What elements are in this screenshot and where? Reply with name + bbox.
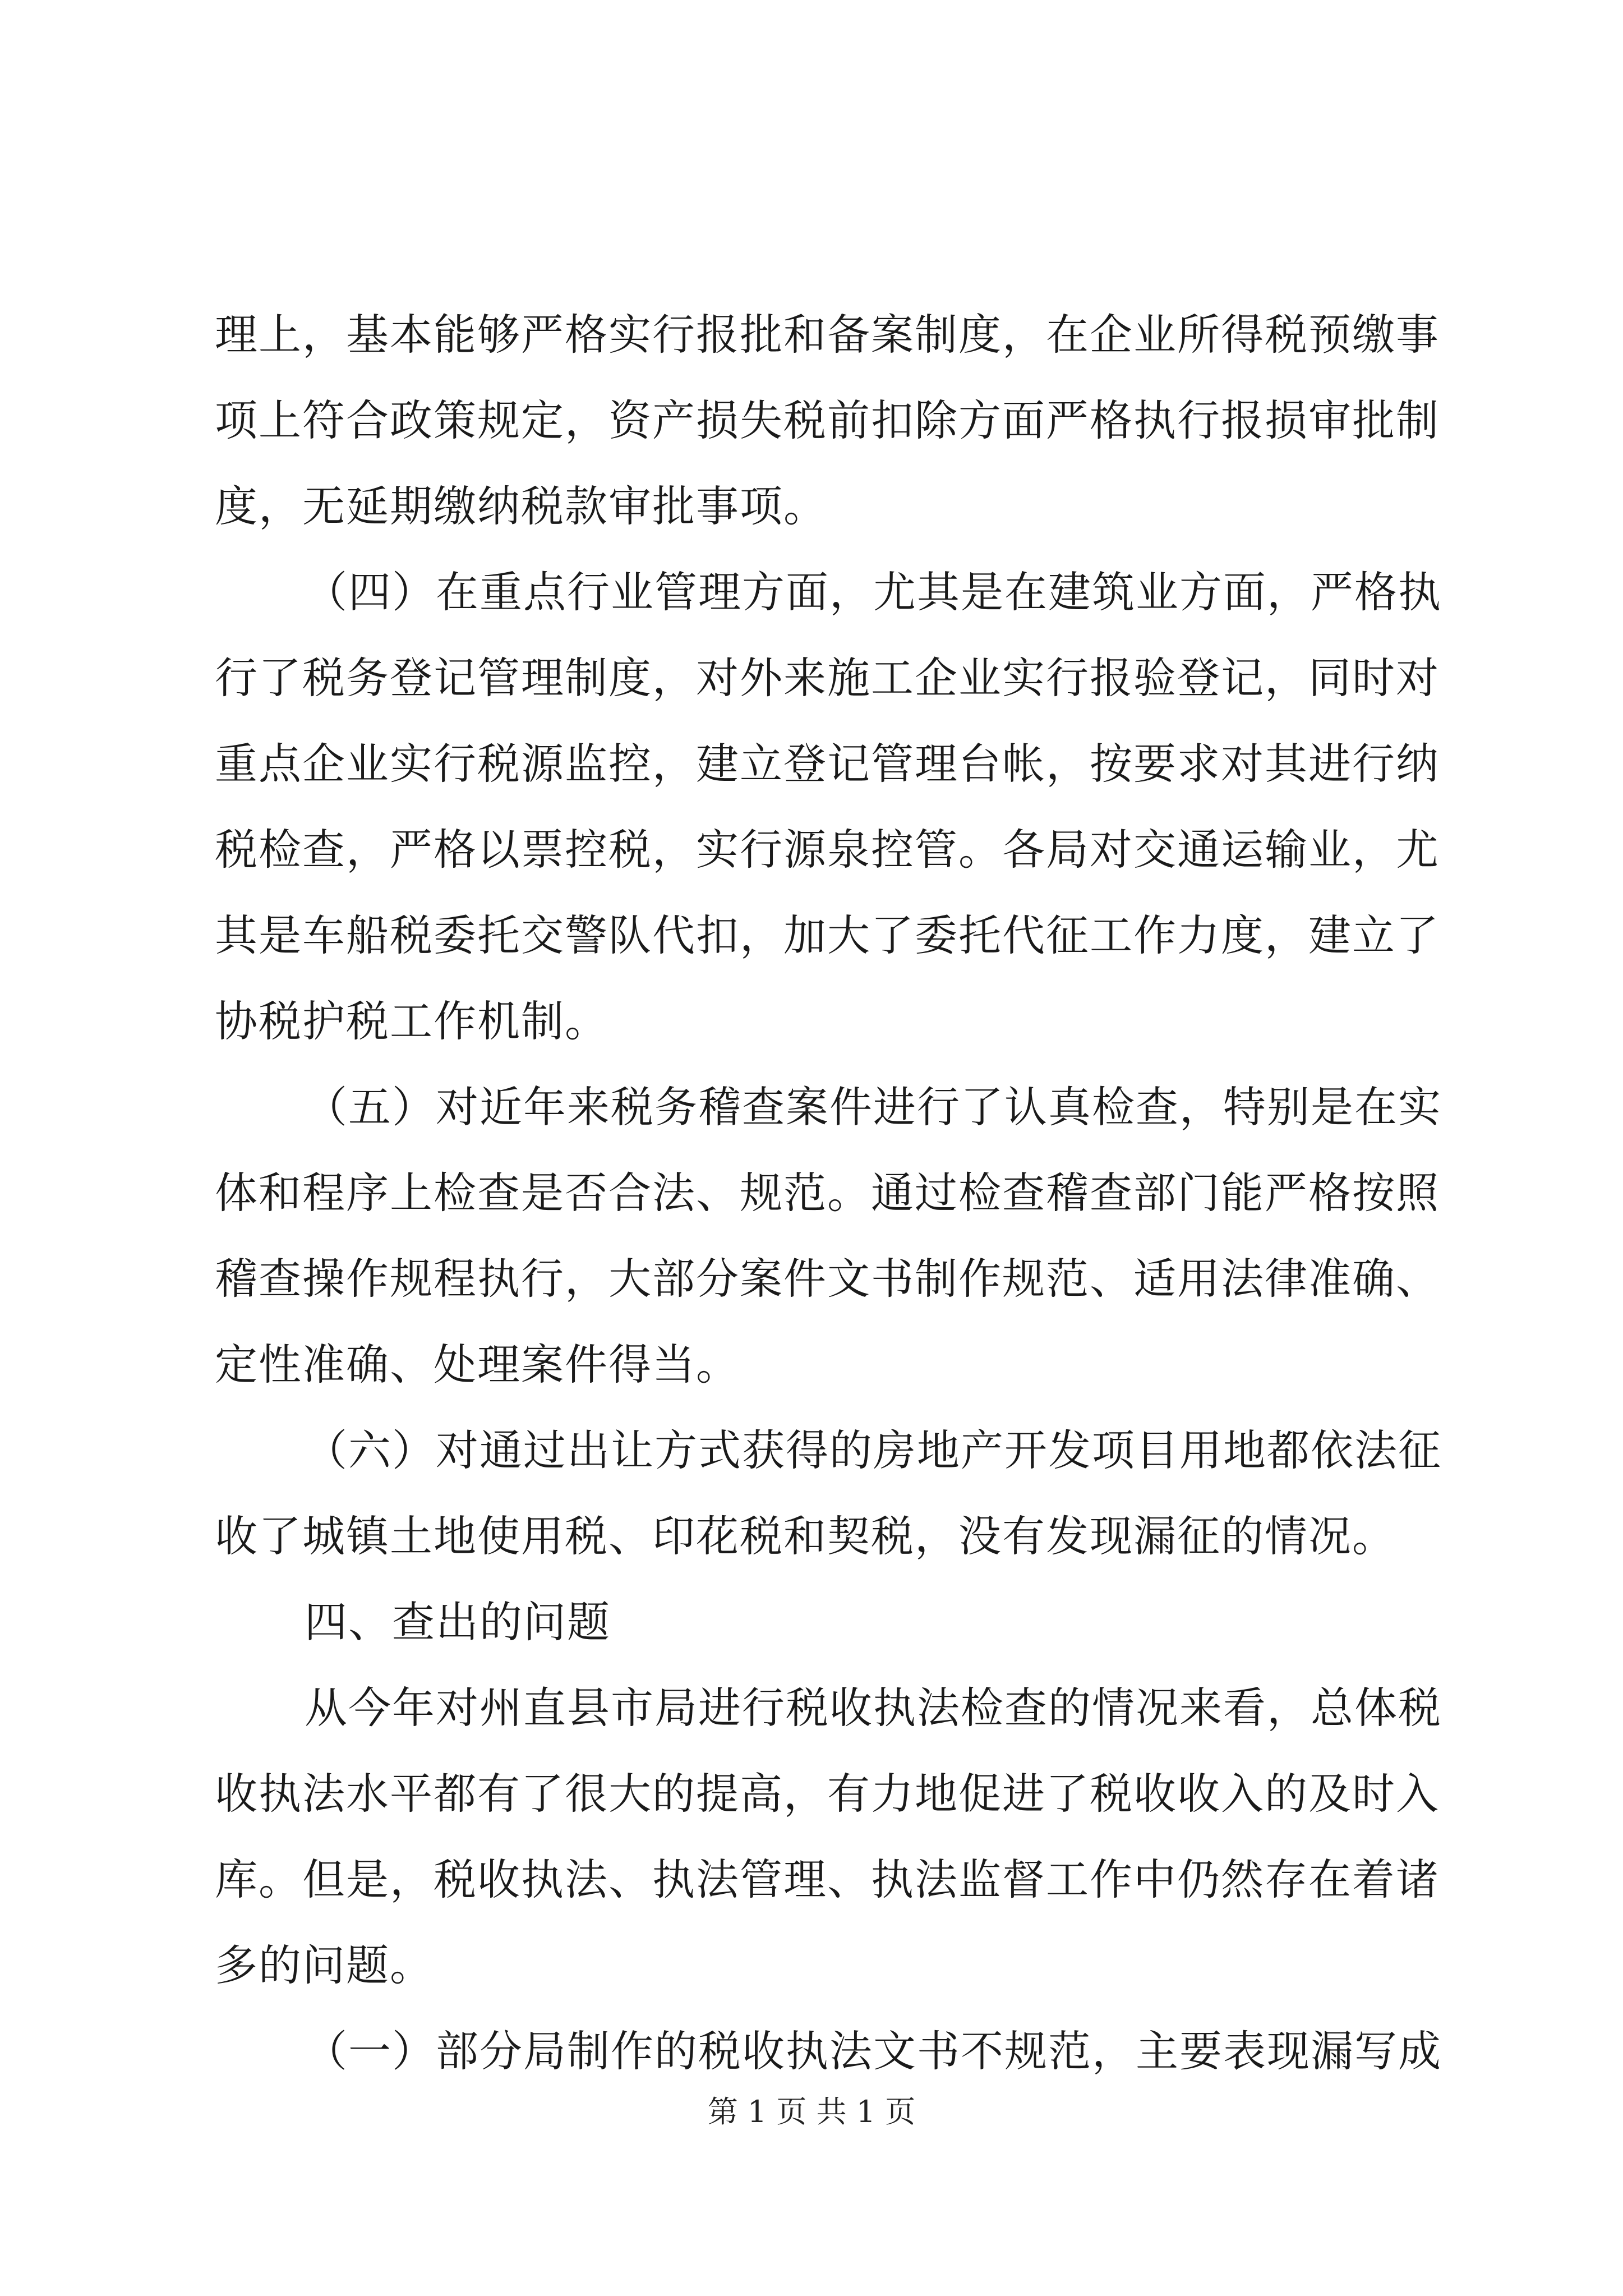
text-line: 协税护税工作机制。 [215,996,608,1046]
text-line: 定性准确、处理案件得当。 [215,1340,740,1389]
text-line: 项上符合政策规定，资产损失税前扣除方面严格执行报损审批制 [215,395,1440,445]
text-line: （五）对近年来税务稽查案件进行了认真检查，特别是在实 [305,1082,1442,1132]
text-line: 多的问题。 [215,1940,434,1990]
text-line: 体和程序上检查是否合法、规范。通过检查稽查部门能严格按照 [215,1168,1440,1218]
text-line: 其是车船税委托交警队代扣，加大了委托代征工作力度，建立了 [215,910,1440,960]
document-body [215,292,1442,2094]
text-line: 度，无延期缴纳税款审批事项。 [215,481,827,531]
text-line: （六）对通过出让方式获得的房地产开发项目用地都依法征 [305,1425,1442,1475]
page-footer: 第 1 页 共 1 页 [707,2094,916,2129]
text-line: 收执法水平都有了很大的提高，有力地促进了税收收入的及时入 [215,1769,1440,1819]
text-line: 理上，基本能够严格实行报批和备案制度，在企业所得税预缴事 [215,310,1440,360]
text-line: 从今年对州直县市局进行税收执法检查的情况来看，总体税 [305,1683,1442,1733]
text-line: 库。但是，税收执法、执法管理、执法监督工作中仍然存在着诸 [215,1855,1440,1904]
text-line: （四）在重点行业管理方面，尤其是在建筑业方面，严格执 [305,567,1442,617]
text-line: 行了税务登记管理制度，对外来施工企业实行报验登记，同时对 [215,653,1440,703]
text-line: 稽查操作规程执行，大部分案件文书制作规范、适用法律准确、 [215,1254,1440,1304]
text-line: 收了城镇土地使用税、印花税和契税，没有发现漏征的情况。 [215,1511,1396,1561]
text-line: （一）部分局制作的税收执法文书不规范，主要表现漏写成 [305,2026,1442,2076]
section-heading: 四、查出的问题 [305,1597,611,1647]
text-line: 重点企业实行税源监控，建立登记管理台帐，按要求对其进行纳 [215,739,1440,789]
text-line: 税检查，严格以票控税，实行源泉控管。各局对交通运输业，尤 [215,825,1440,875]
